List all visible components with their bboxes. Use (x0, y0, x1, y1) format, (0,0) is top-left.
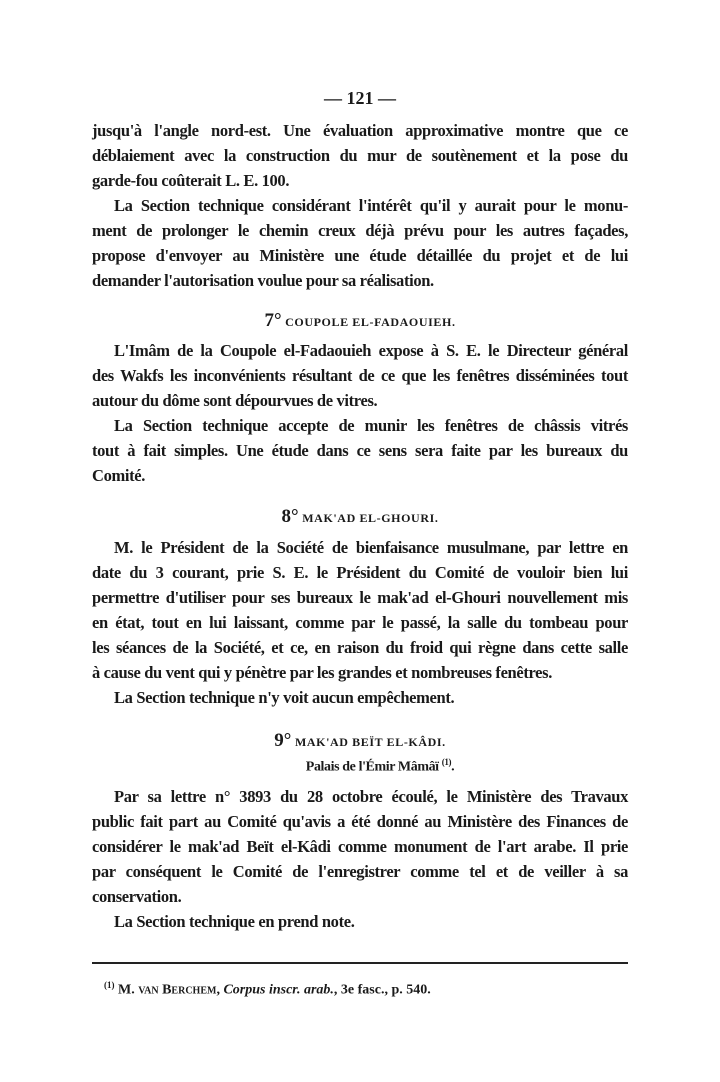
paragraph-3 (92, 338, 628, 413)
text-line: conservation. (92, 887, 182, 906)
paragraph-7 (92, 784, 628, 909)
footnote-ref[interactable]: (1) (441, 757, 452, 767)
subtitle-end: . (451, 759, 455, 775)
text-line: M. le Président de la Société de bienfaisance musulmane, par lettre en (114, 538, 628, 557)
footnote (104, 980, 431, 999)
paragraph-8 (92, 909, 628, 934)
section-heading-9 (0, 730, 720, 752)
section-number: 7° (264, 310, 282, 331)
subtitle-text: Palais de l'Émir Mâmâï (305, 759, 439, 775)
text-line: La Section technique en prend note. (114, 912, 355, 931)
text-line: permettre d'utiliser pour ses bureaux le mak'ad el-Ghouri nouvellement mis (92, 588, 628, 607)
section-number: 9° (274, 730, 292, 751)
text-line: déblaiement avec la construction du mur de soutènement et la pose du (92, 146, 628, 165)
text-line: demander l'autorisation voulue pour sa réalisation. (92, 271, 434, 290)
paragraph-4 (92, 413, 628, 488)
text-line: jusqu'à l'angle nord-est. Une évaluation approximative montre que ce (92, 121, 628, 140)
text-line: L'Imâm de la Coupole el-Fadaouieh expose à S. E. le Directeur général (114, 341, 628, 360)
text-line: ment de prolonger le chemin creux déjà prévu pour les autres façades, (92, 221, 628, 240)
text-line: La Section technique considérant l'intérêt qu'il y aurait pour le monu- (114, 196, 628, 215)
text-line: Par sa lettre n° 3893 du 28 octobre écoulé, le Ministère des Travaux (114, 787, 628, 806)
paragraph-6 (92, 685, 628, 710)
page-number: — 121 — (324, 88, 396, 108)
text-line: La Section technique n'y voit aucun empêchement. (114, 688, 455, 707)
text-line: tout à fait simples. Une étude dans ce sens sera faite par les bureaux du (92, 441, 628, 460)
footnote-sep: , (216, 982, 224, 998)
text-line: des Wakfs les inconvénients résultant de ce que les fenêtres disséminées tout (92, 366, 628, 385)
text-line: public fait part au Comité qu'avis a été donné au Ministère des Finances de (92, 812, 628, 831)
paragraph-5 (92, 535, 628, 685)
text-line: à cause du vent qui y pénètre par les grandes et nombreuses fenêtres. (92, 663, 552, 682)
footnote-author: M. van Berchem (118, 982, 217, 998)
footnote-rest: , 3e fasc., p. 540. (333, 982, 431, 998)
text-line: La Section technique accepte de munir les fenêtres de châssis vitrés (114, 416, 628, 435)
section-title: COUPOLE EL-FADAOUIEH. (285, 315, 456, 329)
text-line: autour du dôme sont dépourvues de vitres. (92, 391, 378, 410)
section-subtitle (0, 757, 720, 776)
text-line: par conséquent le Comité de l'enregistrer comme tel et de veiller à sa (92, 862, 628, 881)
footnote-work: Corpus inscr. arab. (223, 982, 334, 998)
text-line: garde-fou coûterait L. E. 100. (92, 171, 290, 190)
text-line: propose d'envoyer au Ministère une étude détaillée du projet et de lui (92, 246, 628, 265)
section-number: 8° (281, 506, 299, 527)
text-line: Comité. (92, 466, 145, 485)
text-line: considérer le mak'ad Beït el-Kâdi comme monument de l'art arabe. Il prie (92, 837, 628, 856)
footnote-marker: (1) (104, 980, 115, 990)
paragraph-2 (92, 193, 628, 293)
text-line: date du 3 courant, prie S. E. le Président du Comité de vouloir bien lui (92, 563, 628, 582)
section-title: MAK'AD BEÏT EL-KÂDI. (294, 735, 446, 749)
section-title: MAK'AD EL-GHOURI. (302, 511, 439, 525)
text-line: en état, tout en lui laissant, comme par le passé, la salle du tombeau pour (92, 613, 628, 632)
footnote-divider (92, 962, 628, 964)
section-heading-7 (0, 310, 720, 332)
text-line: les séances de la Société, et ce, en raison du froid qui règne dans cette salle (92, 638, 628, 657)
section-heading-8 (0, 506, 720, 528)
paragraph-1 (92, 118, 628, 193)
